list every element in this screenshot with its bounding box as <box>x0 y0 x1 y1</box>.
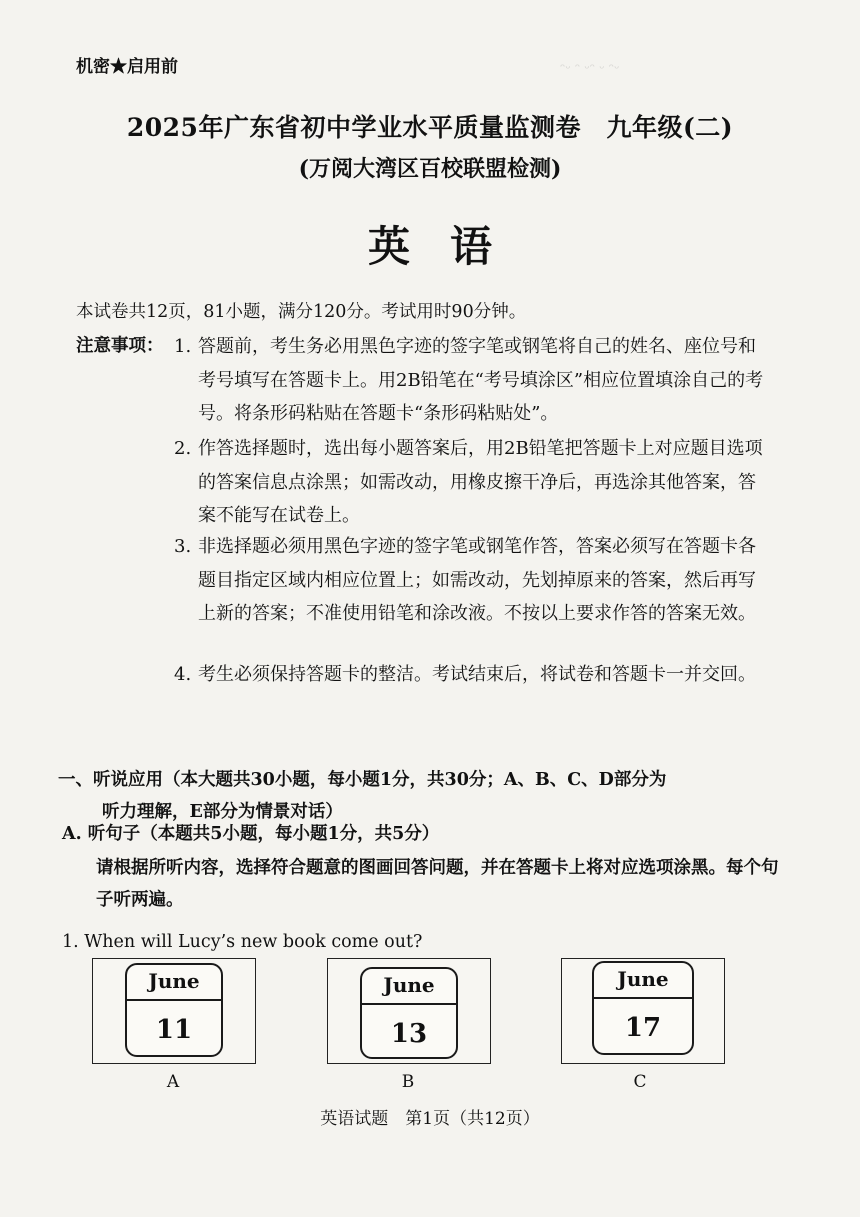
option-a-picture <box>92 958 256 1064</box>
calendar-icon <box>360 967 458 1059</box>
note-text: 考生必须保持答题卡的整洁。考试结束后，将试卷和答题卡一并交回。 <box>198 664 756 685</box>
calendar-divider <box>594 997 692 999</box>
section-heading <box>58 764 788 828</box>
note-item <box>174 432 773 533</box>
option-a-label: A <box>166 1072 180 1092</box>
note-number: 3. <box>174 536 192 557</box>
note-number: 4. <box>174 664 192 685</box>
calendar-divider <box>362 1003 456 1005</box>
bleed-through-text: ᵔᵕ ᵔ ᵕᵔ ᵕ ᵔᵕ <box>560 62 620 77</box>
calendar-icon <box>125 963 223 1057</box>
notes-label: 注意事项： <box>76 336 164 356</box>
note-item <box>174 658 773 692</box>
option-b-label: B <box>401 1072 415 1092</box>
part-a-instruction: 请根据所听内容，选择符合题意的图画回答问题，并在答题卡上将对应选项涂黑。每个句子听两遍。 <box>96 858 779 910</box>
calendar-month: June <box>617 967 669 991</box>
exam-info: 本试卷共12页，81小题，满分120分。考试用时90分钟。 <box>76 302 527 322</box>
calendar-divider <box>127 999 221 1001</box>
note-text: 作答选择题时，选出每小题答案后，用2B铅笔把答题卡上对应题目选项的答案信息点涂黑；如需改动，用橡皮擦干净后，再选涂其他答案，答案不能写在试卷上。 <box>198 438 763 526</box>
option-b-picture <box>327 958 491 1064</box>
exam-subtitle: (万阅大湾区百校联盟检测) <box>298 156 562 182</box>
option-c-picture <box>561 958 725 1064</box>
note-item <box>174 530 773 631</box>
exam-title: 2025年广东省初中学业水平质量监测卷 九年级(二) <box>126 113 734 142</box>
note-text: 答题前，考生务必用黑色字迹的签字笔或钢笔将自己的姓名、座位号和考号填写在答题卡上。用2B铅笔在“考号填涂区”相应位置填涂自己的考号。将条形码粘贴在答题卡“条形码粘贴处”。 <box>198 336 764 424</box>
section-heading-line2: 听力理解，E部分为情景对话） <box>102 802 343 822</box>
calendar-day: 13 <box>390 1019 428 1049</box>
calendar-month: June <box>383 973 435 997</box>
calendar-month: June <box>148 969 200 993</box>
section-heading-line1: 一、听说应用（本大题共30小题，每小题1分，共30分；A、B、C、D部分为 <box>58 770 667 790</box>
note-text: 非选择题必须用黑色字迹的签字笔或钢笔作答，答案必须写在答题卡各题目指定区域内相应位置上；如需改动，先划掉原来的答案，然后再写上新的答案；不准使用铅笔和涂改液。不按以上要求作答的答案无效。 <box>198 536 756 624</box>
confidential-label: 机密★启用前 <box>76 57 178 77</box>
calendar-icon <box>592 961 694 1055</box>
note-number: 1. <box>174 336 192 357</box>
note-item <box>174 330 773 431</box>
part-a-title: A. 听句子（本题共5小题，每小题1分，共5分） <box>62 824 440 844</box>
option-c-label: C <box>633 1072 647 1092</box>
question-1: 1. When will Lucy’s new book come out? <box>62 932 423 952</box>
page-footer: 英语试题 第1页（共12页） <box>320 1109 540 1129</box>
subject-title: 英语 <box>367 222 532 271</box>
calendar-day: 17 <box>624 1013 662 1043</box>
note-number: 2. <box>174 438 192 459</box>
calendar-day: 11 <box>155 1015 193 1045</box>
